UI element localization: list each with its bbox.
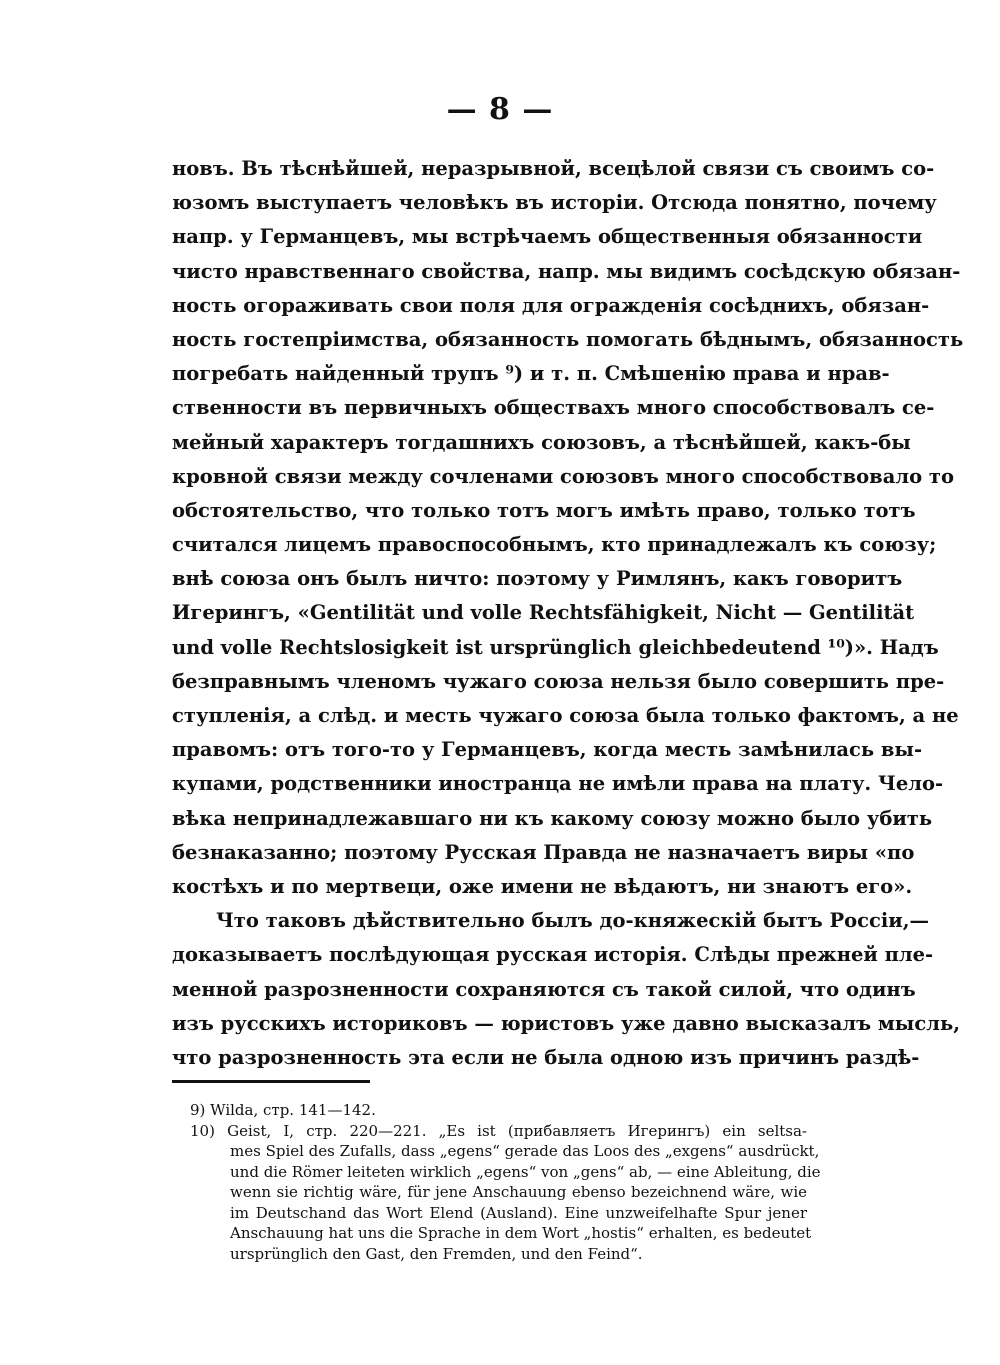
- page-number: — 8 —: [446, 92, 554, 127]
- body-line: костѣхъ и по мертвеци, оже имени не вѣдаютъ, ни знаютъ его».: [172, 874, 913, 898]
- footnote-10-line: wenn sie richtig wäre, für jene Anschauung ebenso bezeichnend wäre, wie: [230, 1183, 807, 1201]
- body-line: новъ. Въ тѣснѣйшей, неразрывной, всецѣлой связи съ своимъ со-: [172, 157, 935, 180]
- body-line: погребать найденный трупъ ⁹) и т. п. Смѣшенію права и нрав-: [172, 362, 890, 386]
- footnote-10-line: mes Spiel des Zufalls, dass „egens“ gerade das Loos des „exgens“ ausdrückt,: [230, 1142, 820, 1160]
- body-line: купами, родственники иностранца не имѣли права на плату. Чело-: [172, 772, 944, 796]
- body-line: ступленія, а слѣд. и месть чужаго союза была только фактомъ, а не: [172, 704, 959, 727]
- body-line: Игерингъ, «Gentilität und volle Rechtsfähigkeit, Nicht — Gentilität: [172, 601, 915, 625]
- footnote-10: 10) Geist, I, стр. 220—221. „Es ist (прибавляетъ Игерингъ) ein seltsa-: [190, 1121, 807, 1140]
- body-line: считался лицемъ правоспособнымъ, кто принадлежалъ къ союзу;: [172, 533, 937, 557]
- body-line: und volle Rechtslosigkeit ist ursprünglich gleichbedeutend ¹⁰)». Надъ: [172, 635, 939, 659]
- footnote-10-line: im Deutschand das Wort Elend (Ausland). Eine unzweifelhafte Spur jener: [230, 1203, 807, 1222]
- body-line: чисто нравственнаго свойства, напр. мы видимъ сосѣдскую обязан-: [172, 259, 961, 283]
- body-line: обстоятельство, что только тотъ могъ имѣть право, только тотъ: [172, 498, 916, 522]
- body-line: мейный характеръ тогдашнихъ союзовъ, а тѣснѣйшей, какъ-бы: [172, 430, 911, 454]
- body-line: вѣка непринадлежавшаго ни къ какому союзу можно было убить: [172, 806, 933, 830]
- body-line: ность гостепріимства, обязанность помогать бѣднымъ, обязанность: [172, 327, 964, 351]
- body-line: безправнымъ членомъ чужаго союза нельзя было совершить пре-: [172, 669, 945, 693]
- footnote-10-line: Anschauung hat uns die Sprache in dem Wort „hostis“ erhalten, es bedeutet: [230, 1224, 812, 1242]
- body-line: безнаказанно; поэтому Русская Правда не назначаетъ виры «по: [172, 840, 915, 864]
- body-text: [172, 152, 964, 1075]
- footnote-9: 9) Wilda, стр. 141—142.: [190, 1101, 376, 1119]
- body-line: ственности въ первичныхъ обществахъ много способствовалъ се-: [172, 396, 935, 420]
- footnotes: [190, 1100, 821, 1264]
- body-line: юзомъ выступаетъ человѣкъ въ исторіи. Отсюда понятно, почему: [172, 191, 937, 215]
- paragraph-2-line: доказываетъ послѣдующая русская исторія. Слѣды прежней пле-: [172, 943, 934, 967]
- body-line: внѣ союза онъ былъ ничто: поэтому у Римлянъ, какъ говоритъ: [172, 567, 903, 591]
- paragraph-2-line: что разрозненность эта если не была одною изъ причинъ раздѣ-: [172, 1045, 920, 1069]
- body-line: кровной связи между сочленами союзовъ много способствовало то: [172, 464, 954, 488]
- footnote-10-line: und die Römer leiteten wirklich „egens“ von „gens“ ab, — eine Ableitung, die: [230, 1162, 821, 1181]
- paragraph-2-line: Что таковъ дѣйствительно былъ до-княжескій бытъ Россіи,—: [216, 909, 930, 933]
- footnote-rule: [172, 1080, 370, 1083]
- footnote-10-line: ursprünglich den Gast, den Fremden, und den Feind“.: [230, 1244, 643, 1263]
- body-line: ность огораживать свои поля для огражденія сосѣднихъ, обязан-: [172, 293, 930, 317]
- body-line: правомъ: отъ того-то у Германцевъ, когда месть замѣнилась вы-: [172, 738, 923, 762]
- body-line: напр. у Германцевъ, мы встрѣчаемъ общественныя обязанности: [172, 225, 923, 249]
- paragraph-2-line: изъ русскихъ историковъ — юристовъ уже давно высказалъ мысль,: [172, 1011, 960, 1035]
- paragraph-2-line: менной разрозненности сохраняются съ такой силой, что одинъ: [172, 977, 916, 1001]
